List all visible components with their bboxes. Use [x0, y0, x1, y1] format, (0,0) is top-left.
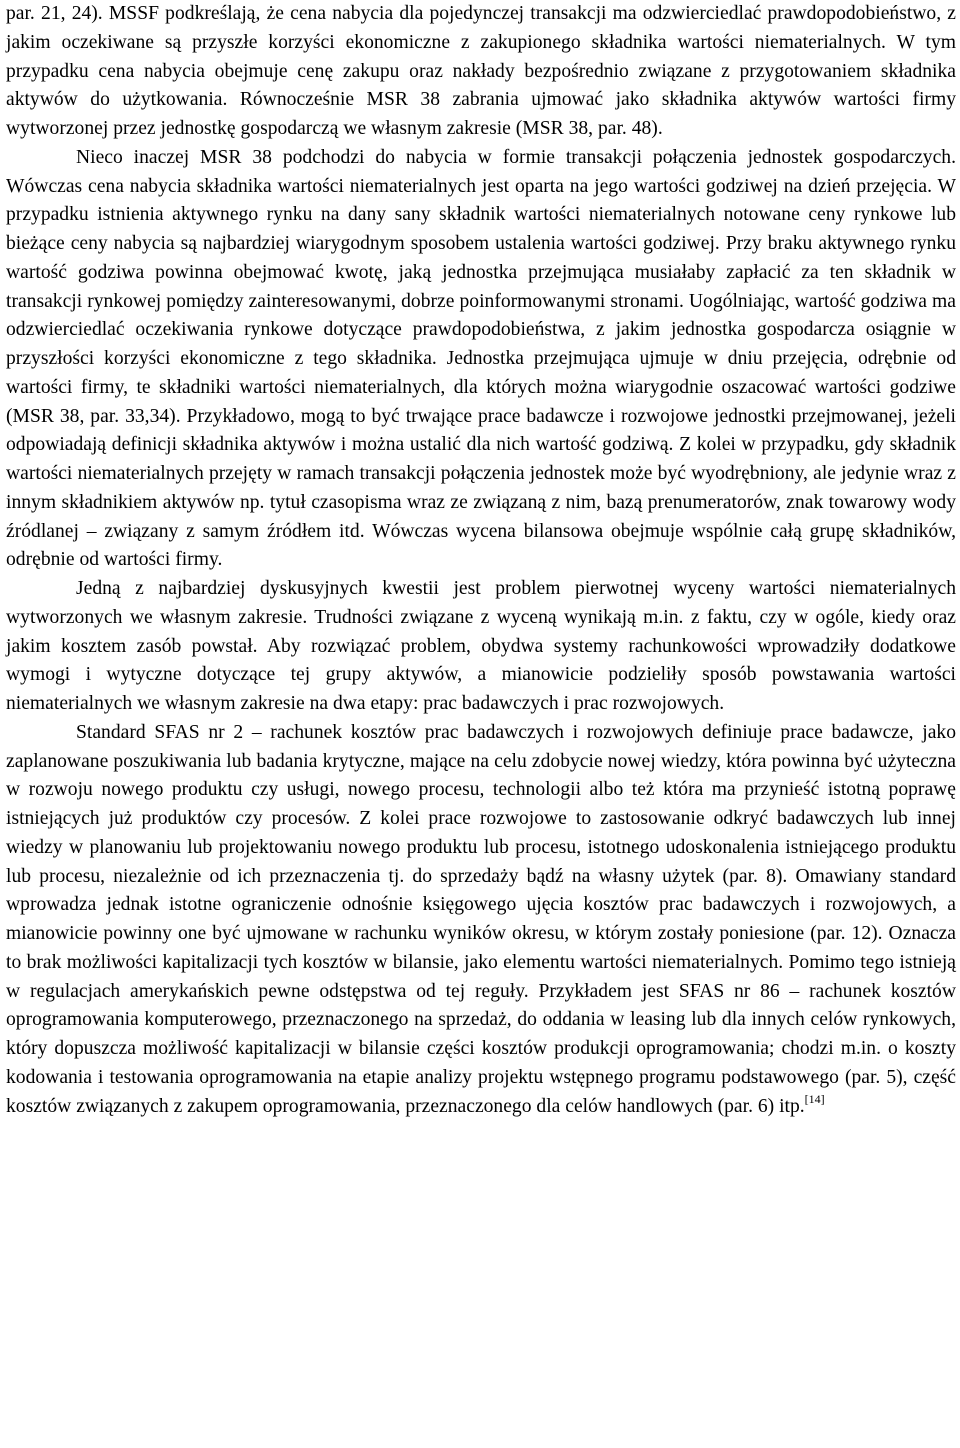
- paragraph-internally-generated: Jedną z najbardziej dyskusyjnych kwestii jest problem pierwotnej wyceny wartości niematerialnych wytworzonych we własnym zakresie. Trudności związane z wyceną wynikają m.in. z faktu, czy w ogóle, kiedy oraz jakim kosztem zasób powstał. Aby rozwiązać problem, obydwa systemy rachunkowości wprowadziły dodatkowe wymogi i wytyczne dotyczące tej grupy aktywów, a mianowicie podzieliły sposób powstawania wartości niematerialnych we własnym zakresie na dwa etapy: prac badawczych i prac rozwojowych.: [6, 578, 956, 714]
- paragraph-continuation: par. 21, 24). MSSF podkreślają, że cena nabycia dla pojedynczej transakcji ma odzwierciedlać prawdopodobieństwo, z jakim oczekiwane są przyszłe korzyści ekonomiczne z zakupionego składnika wartości niematerialnych. W tym przypadku cena nabycia obejmuje cenę zakupu oraz nakłady bezpośrednio związane z przygotowaniem składnika aktywów do użytkowania. Równocześnie MSR 38 zabrania ujmować jako składnika aktywów wartości firmy wytworzonej przez jednostkę gospodarczą we własnym zakresie (MSR 38, par. 48).: [6, 3, 956, 139]
- paragraph-sfas-standards: [6, 719, 956, 1122]
- document-page: [6, 0, 956, 1121]
- footnote-reference[interactable]: [14]: [804, 1091, 825, 1106]
- paragraph-acquisition-business-combination: Nieco inaczej MSR 38 podchodzi do nabycia w formie transakcji połączenia jednostek gospodarczych. Wówczas cena nabycia składnika wartości niematerialnych jest oparta na jego wartości godziwej na dzień przejęcia. W przypadku istnienia aktywnego rynku na dany sany składnik wartości niematerialnych notowane ceny rynkowe lub bieżące ceny nabycia są najbardziej wiarygodnym sposobem ustalenia wartości godziwej. Przy braku aktywnego rynku wartość godziwa powinna obejmować kwotę, jaką jednostka przejmująca musiałaby zapłacić za ten składnik w transakcji rynkowej pomiędzy zainteresowanymi, dobrze poinformowanymi stronami. Uogólniając, wartość godziwa ma odzwierciedlać oczekiwania rynkowe dotyczące prawdopodobieństwa, z jakim jednostka gospodarcza osiągnie w przyszłości korzyści ekonomiczne z tego składnika. Jednostka przejmująca ujmuje w dniu przejęcia, odrębnie od wartości firmy, te składniki wartości niematerialnych, dla których można wiarygodnie oszacować wartości godziwe (MSR 38, par. 33,34). Przykładowo, mogą to być trwające prace badawcze i rozwojowe jednostki przejmowanej, jeżeli odpowiadają definicji składnika aktywów i można ustalić dla nich wartość godziwą. Z kolei w przypadku, gdy składnik wartości niematerialnych przejęty w ramach transakcji połączenia jednostek może być wyodrębniony, ale jedynie wraz z innym składnikiem aktywów np. tytuł czasopisma wraz ze związaną z nim, bazą prenumeratorów, znak towarowy wody źródlanej – związany z samym źródłem itd. Wówczas wycena bilansowa obejmuje wspólnie całą grupę składników, odrębnie od wartości firmy.: [6, 146, 956, 571]
- paragraph-sfas-text: Standard SFAS nr 2 – rachunek kosztów prac badawczych i rozwojowych definiuje prace badawcze, jako zaplanowane poszukiwania lub badania krytyczne, mające na celu zdobycie nowej wiedzy, która powinna być użyteczna w rozwoju nowego produktu czy usługi, nowego procesu, technologii albo też która ma przynieść istotną poprawę istniejących już produktów czy procesów. Z kolei prace rozwojowe to zastosowanie odkryć badawczych lub innej wiedzy w planowaniu lub projektowaniu nowego produktu lub procesu, istotnego udoskonalenia istniejącego produktu lub procesu, niezależnie od ich przeznaczenia tj. do sprzedaży bądź na własny użytek (par. 8). Omawiany standard wprowadza jednak istotne ograniczenie odnośnie księgowego ujęcia kosztów prac badawczych i rozwojowych, a mianowicie powinny one być ujmowane w rachunku wyników okresu, w którym zostały poniesione (par. 12). Oznacza to brak możliwości kapitalizacji tych kosztów w bilansie, jako elementu wartości niematerialnych. Pomimo tego istnieją w regulacjach amerykańskich pewne odstępstwa od tej reguły. Przykładem jest SFAS nr 86 – rachunek kosztów oprogramowania komputerowego, przeznaczonego na sprzedaż, do oddania w leasing lub dla innych celów rynkowych, który dopuszcza możliwość kapitalizacji w bilansie części kosztów produkcji oprogramowania; chodzi m.in. o koszty kodowania i testowania oprogramowania na etapie analizy projektu wstępnego programu podstawowego (par. 5), część kosztów związanych z zakupem oprogramowania, przeznaczonego dla celów handlowych (par. 6) itp.: [6, 721, 956, 1117]
